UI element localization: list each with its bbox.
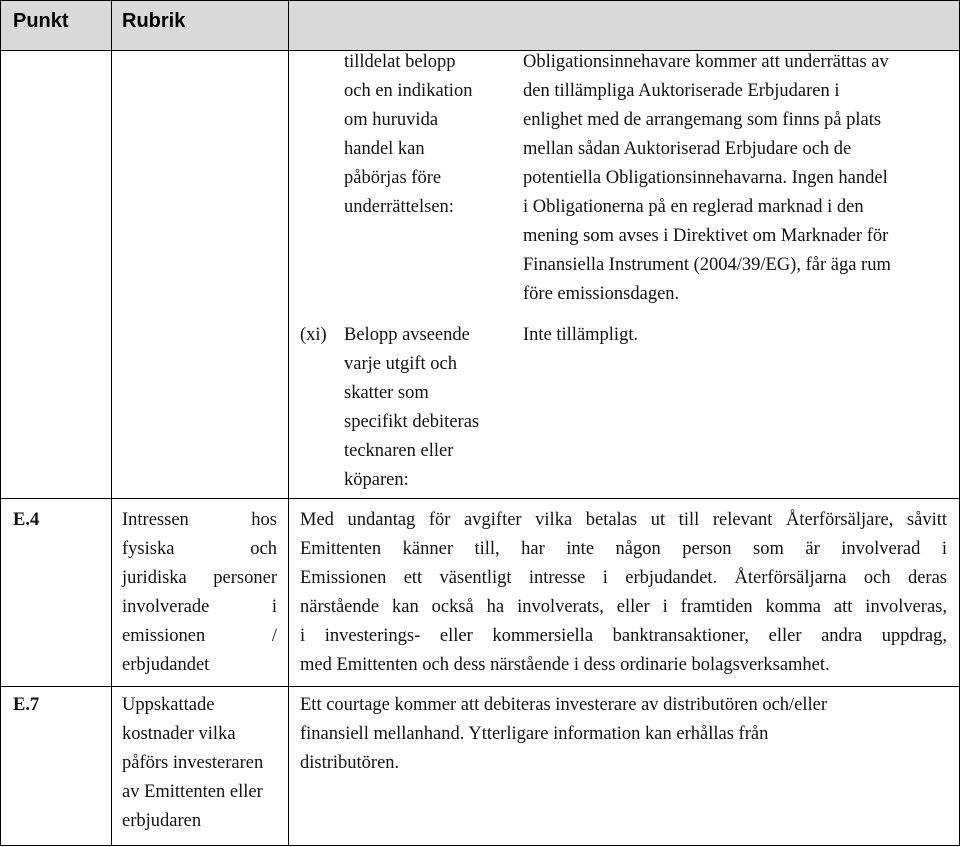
- row-divider-e4: [0, 498, 960, 499]
- row-e7-punkt: E.7: [13, 695, 40, 715]
- item-x-text: Obligationsinnehavare kommer att underrättas av den tillämpliga Auktoriserade Erbjudaren i enlighet med de arrangemang som finns på plats mellan sådan Auktoriserad Erbjudare och de potentiella Obligationsinnehavarna. Ingen handel i Obligationerna på en reglerad marknad i den mening som avses i Direktivet om Marknader för Finansiella Instrument (2004/39/EG), får äga rum före emissionsdagen.: [523, 52, 891, 304]
- item-xi-number: (xi): [300, 325, 327, 345]
- row-e4-punkt: E.4: [13, 510, 40, 530]
- row-e7-rubrik: Uppskattade kostnader vilka påförs investeraren av Emittenten eller erbjudaren: [122, 695, 264, 831]
- row-divider-e7: [0, 686, 960, 687]
- item-xi-text: Inte tillämpligt.: [523, 325, 639, 345]
- header-punkt: Punkt: [13, 10, 69, 32]
- row-e4-rubrik: Intressen hos fysiska och juridiska personer involverade i emissionen / erbjudandet: [122, 510, 277, 675]
- col-divider-1: [111, 0, 112, 846]
- header-rubrik: Rubrik: [122, 10, 186, 32]
- table-border-top: [0, 0, 960, 1]
- item-xi-label: Belopp avseende varje utgift och skatter som specifikt debiteras tecknaren eller köparen:: [344, 325, 480, 490]
- item-x-label: tilldelat belopp och en indikation om huruvida handel kan påbörjas före underrättelsen:: [344, 52, 473, 217]
- table-border-left: [0, 0, 1, 846]
- table-border-bottom: [0, 845, 960, 846]
- row-e7-text: Ett courtage kommer att debiteras investerare av distributören och/eller finansiell mellanhand. Ytterligare information kan erhållas från distributören.: [300, 695, 828, 773]
- col-divider-2: [288, 0, 289, 846]
- row-e4-text: Med undantag för avgifter vilka betalas ut till relevant Återförsäljare, såvitt Emittenten känner till, har inte någon person som är involverad i Emissionen ett väsentligt intresse i erbjudandet. Återförsäljarna och deras närstående kan också ha involverats, eller i framtiden komma att involveras, i investerings- eller kommersiella banktransaktioner, eller andra uppdrag, med Emittenten och dess närstående i dess ordinarie bolagsverksamhet.: [300, 510, 947, 675]
